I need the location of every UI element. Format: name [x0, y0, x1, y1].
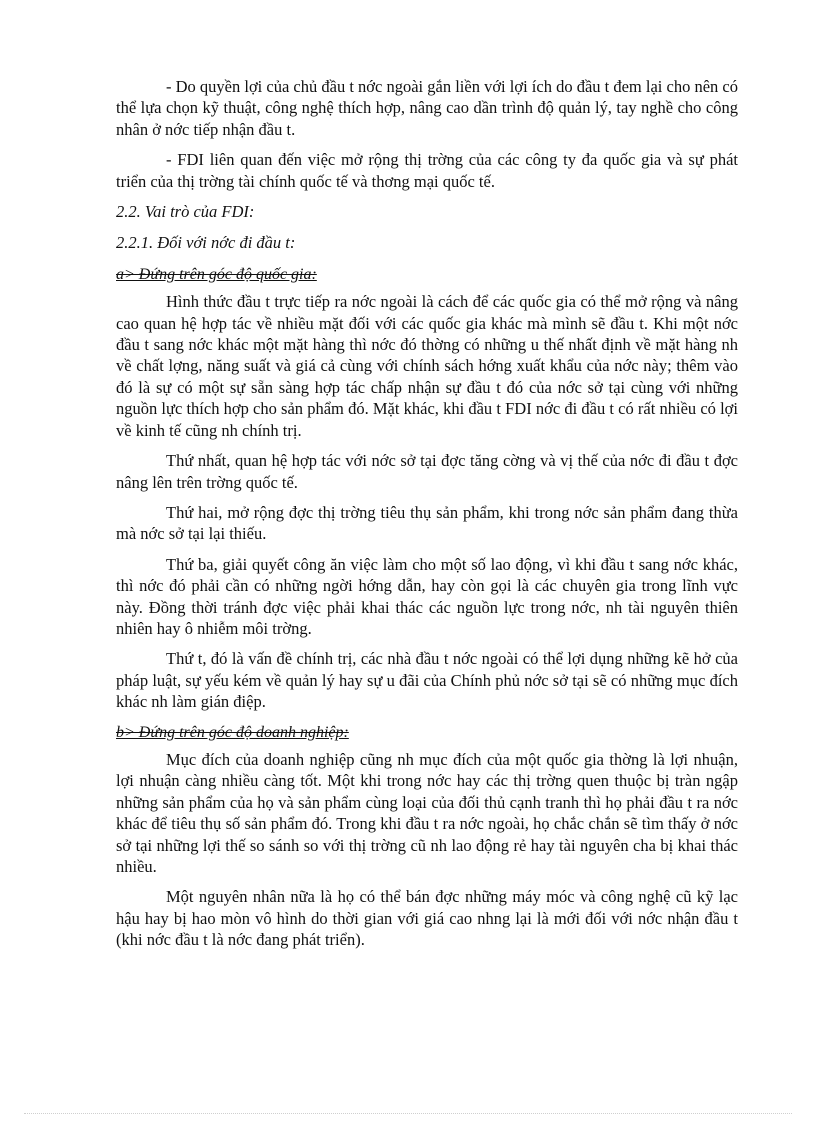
paragraph-enterprise-profit: Mục đích của doanh nghiệp cũng nh mục đích của một quốc gia thờng là lợi nhuận, lợi nhuận càng nhiều càng tốt. Một khi trong nớc hay các thị trờng quen thuộc bị tràn ngập những sản phẩm của họ và sản phẩm cùng loại của đối thủ cạnh tranh thì họ phải đầu t ra nớc khác để tiêu thụ số sản phẩm đó. Trong khi đầu t ra nớc ngoài, họ chắc chắn sẽ tìm thấy ở nớc sở tại những lợi thế so sánh so với thị trờng cũ nh lao động rẻ hay tài nguyên cha bị khai thác nhiều. — [116, 749, 738, 876]
paragraph-third-benefit: Thứ ba, giải quyết công ăn việc làm cho một số lao động, vì khi đầu t sang nớc khác, thì nớc đó phải cần có những ngời hớng dẫn, hay còn gọi là các chuyên gia trong lĩnh vực này. Đồng thời tránh đợc việc phải khai thác các nguồn lực trong nớc, nh tài nguyên thiên nhiên hay ô nhiễm môi trờng. — [116, 554, 738, 638]
document-body — [116, 76, 738, 960]
paragraph-fdi-market: - FDI liên quan đến việc mở rộng thị trờng của các công ty đa quốc gia và sự phát triển của thị trờng tài chính quốc tế và thơng mại quốc tế. — [116, 150, 738, 191]
subheading-national-perspective: a> Đứng trên góc độ quốc gia: — [116, 265, 317, 283]
page-bottom-rule — [24, 1113, 792, 1114]
paragraph-first-benefit: Thứ nhất, quan hệ hợp tác với nớc sở tại đợc tăng cờng và vị thế của nớc đi đầu t đợc nâng lên trên trờng quốc tế. — [116, 451, 738, 492]
paragraph-fourth-benefit: Thứ t, đó là vấn đề chính trị, các nhà đầu t nớc ngoài có thể lợi dụng những kẽ hở của pháp luật, sự yếu kém về quản lý hay sự u đãi của Chính phủ nớc sở tại sẽ có những mục đích khác nh làm gián điệp. — [116, 649, 738, 712]
section-heading-fdi-role: 2.2. Vai trò của FDI: — [116, 202, 255, 222]
subsection-heading-investing-country: 2.2.1. Đối với nớc đi đầu t: — [116, 233, 296, 253]
paragraph-investor-benefit: - Do quyền lợi của chủ đầu t nớc ngoài gắn liền với lợi ích do đầu t đem lại cho nên có thể lựa chọn kỹ thuật, công nghệ thích hợp, nâng cao dần trình độ quản lý, tay nghề cho công nhân ở nớc tiếp nhận đầu t. — [116, 77, 738, 139]
paragraph-national-overview: Hình thức đầu t trực tiếp ra nớc ngoài là cách để các quốc gia có thể mở rộng và nâng cao quan hệ hợp tác về nhiều mặt đối với các quốc gia khác mà mình sẽ đầu t. Khi một nớc đầu t sang nớc khác một mặt hàng thì nớc đó thờng có những u thế nhất định về mặt hàng nh về chất lợng, năng suất và giá cả cùng với chính sách hớng xuất khẩu của nớc này; thêm vào đó là sự có một sự sẵn sàng hợp tác chấp nhận sự đầu t đó của nớc sở tại cùng với những nguồn lực thích hợp cho sản phẩm đó. Mặt khác, khi đầu t FDI nớc đi đầu t có rất nhiều có lợi về kinh tế cũng nh chính trị. — [116, 292, 738, 440]
paragraph-enterprise-technology: Một nguyên nhân nữa là họ có thể bán đợc những máy móc và công nghệ cũ kỹ lạc hậu hay bị hao mòn vô hình do thời gian với giá cao nhng lại là mới đối với nớc nhận đầu t (khi nớc đầu t là nớc đang phát triển). — [116, 887, 738, 950]
paragraph-second-benefit: Thứ hai, mở rộng đợc thị trờng tiêu thụ sản phẩm, khi trong nớc sản phẩm đang thừa mà nớc sở tại lại thiếu. — [116, 502, 738, 544]
subheading-enterprise-perspective: b> Đứng trên góc độ doanh nghiệp: — [116, 723, 349, 741]
